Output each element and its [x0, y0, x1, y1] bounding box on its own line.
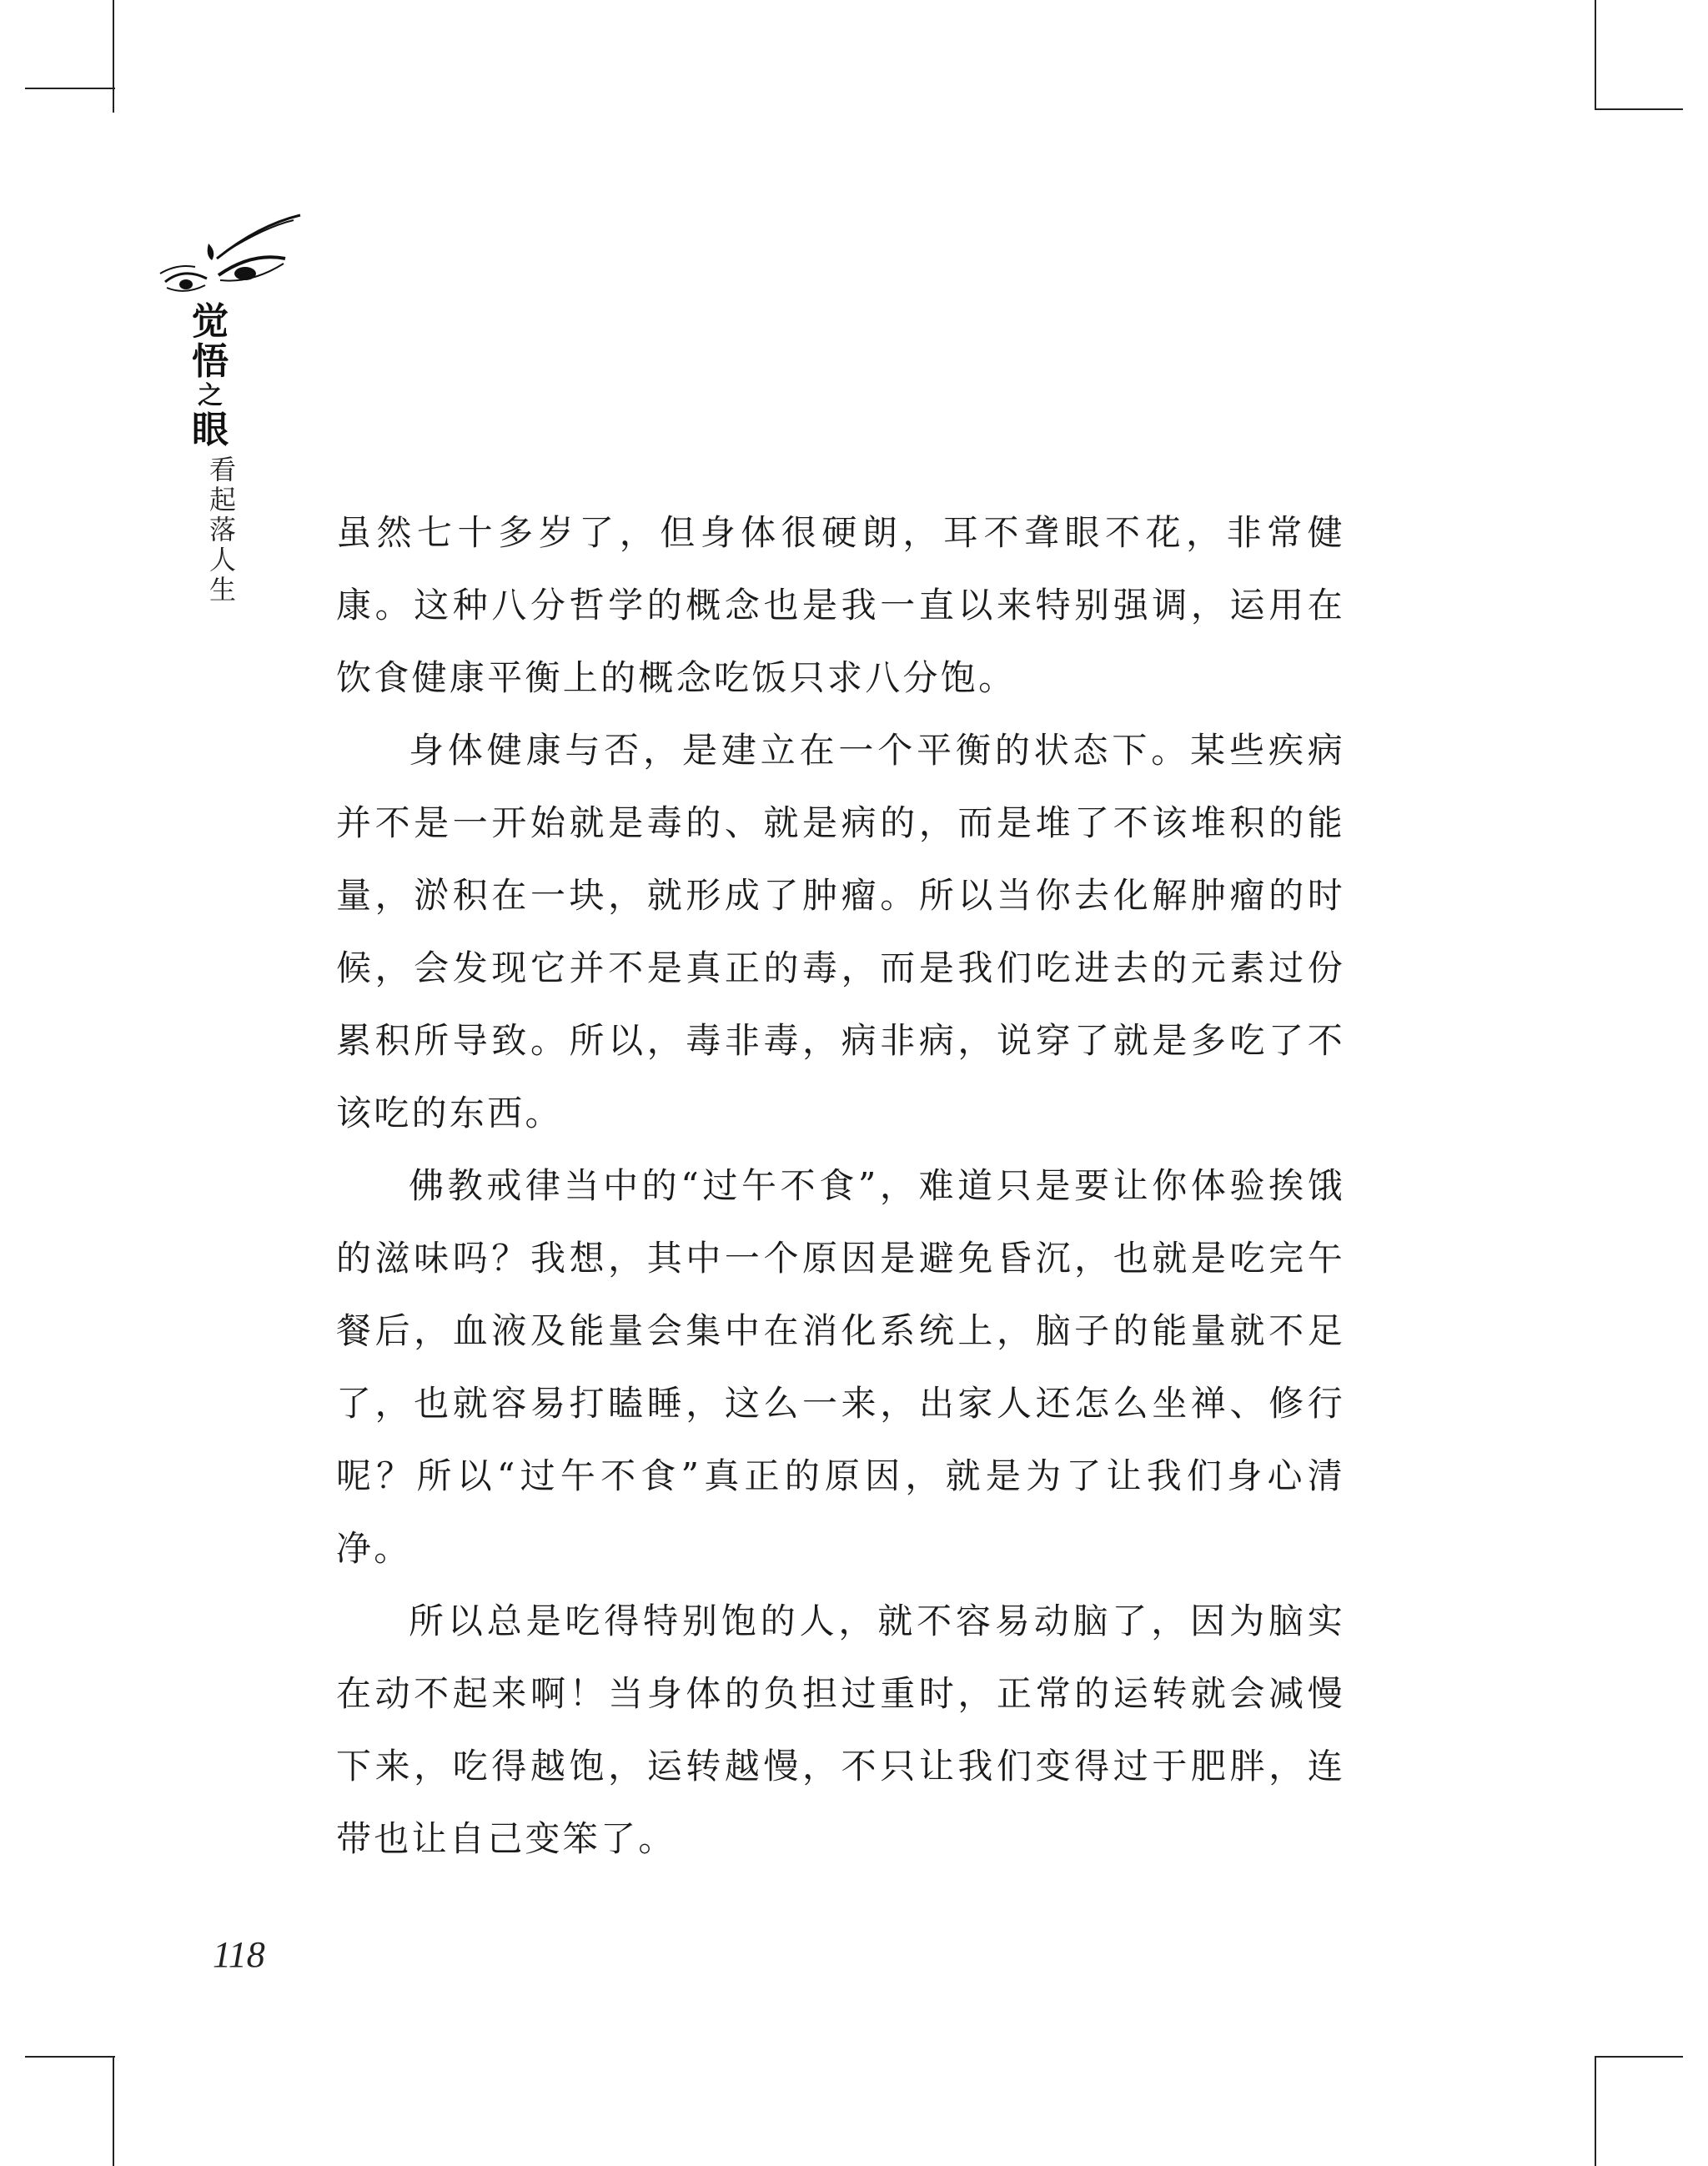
book-title-char: 之 — [198, 381, 223, 410]
book-subtitle-char: 生 — [208, 574, 236, 606]
book-subtitle-char: 人 — [208, 544, 236, 575]
book-title — [185, 302, 235, 450]
crop-mark-bottom-right-h — [1595, 2056, 1683, 2058]
paragraph: 所以总是吃得特别饱的人，就不容易动脑了，因为脑实在动不起来啊！当身体的负担过重时，正常的运转就会减慢下来，吃得越饱，运转越慢，不只让我们变得过于肥胖，连带也让自己变笨了。 — [336, 1601, 1345, 1859]
paragraph: 身体健康与否，是建立在一个平衡的状态下。某些疾病并不是一开始就是毒的、就是病的，而是堆了不该堆积的能量，淤积在一块，就形成了肿瘤。所以当你去化解肿瘤的时候，会发现它并不是真正的毒，而是我们吃进去的元素过份累积所导致。所以，毒非毒，病非病，说穿了就是多吃了不该吃的东西。 — [336, 730, 1345, 1133]
crop-mark-top-left-h — [25, 88, 115, 89]
crop-mark-top-left-v — [113, 0, 114, 113]
book-title-char: 眼 — [192, 409, 229, 451]
paragraph: 佛教戒律当中的“过午不食”，难道只是要让你体验挨饿的滋味吗？我想，其中一个原因是避免昏沉，也就是吃完午餐后，血液及能量会集中在消化系统上，脑子的能量就不足了，也就容易打瞌睡，这么一来，出家人还怎么坐禅、修行呢？所以“过午不食”真正的原因，就是为了让我们身心清净。 — [336, 1165, 1345, 1569]
book-subtitle-char: 落 — [208, 514, 236, 545]
book-title-char: 觉 — [192, 300, 229, 343]
crop-mark-bottom-left-v — [113, 2056, 114, 2166]
paragraph-continued: 虽然七十多岁了，但身体很硬朗，耳不聋眼不花，非常健康。这种八分哲学的概念也是我一直以来特别强调，运用在饮食健康平衡上的概念吃饭只求八分饱。 — [336, 512, 1345, 698]
page-number: 118 — [213, 1934, 265, 1975]
buddha-eyes-logo-icon — [158, 209, 304, 309]
book-title-char: 悟 — [192, 340, 229, 383]
body-text — [336, 496, 1345, 1875]
crop-mark-top-right-v — [1595, 0, 1596, 110]
crop-mark-top-right-h — [1595, 108, 1683, 110]
crop-mark-bottom-right-v — [1595, 2056, 1596, 2166]
book-subtitle-char: 起 — [208, 484, 236, 515]
book-subtitle-char: 看 — [208, 454, 236, 485]
book-subtitle — [208, 455, 237, 605]
crop-mark-bottom-left-h — [25, 2056, 115, 2058]
